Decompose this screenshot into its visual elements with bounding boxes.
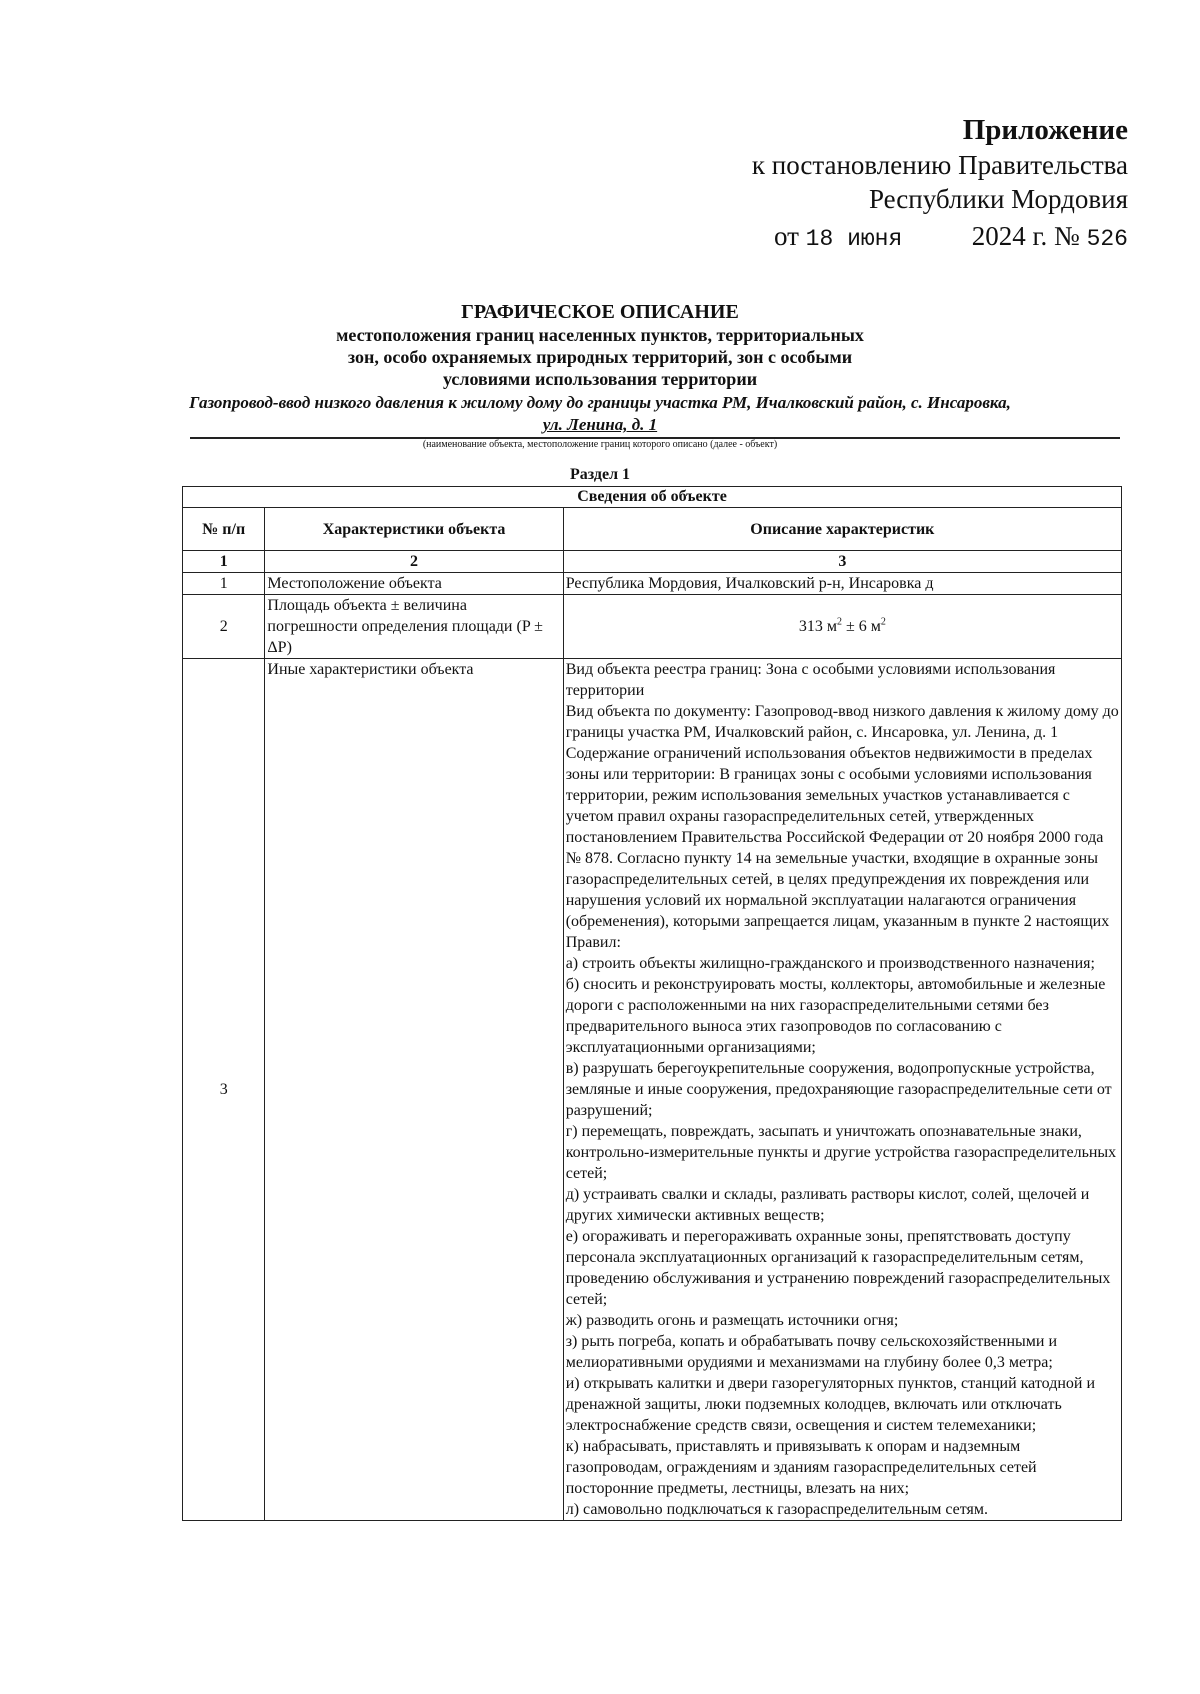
header-num: № п/п <box>183 508 265 551</box>
table-row <box>183 595 1122 659</box>
document-heading <box>0 300 1200 436</box>
row-num: 3 <box>183 659 265 1521</box>
date-year: 2024 г. № <box>971 221 1080 251</box>
appendix-block <box>752 112 1128 257</box>
subtitle-line: зон, особо охраняемых природных территорий, зон с особыми <box>347 347 853 367</box>
object-name-line: Газопровод-ввод низкого давления к жилому дому до границы участка РМ, Ичалковский район, с. Инсаровка, <box>189 393 1011 412</box>
appendix-title: Приложение <box>962 114 1128 146</box>
row-description: Республика Мордовия, Ичалковский р-н, Инсаровка д <box>563 573 1121 595</box>
column-number: 2 <box>265 551 563 573</box>
appendix-date <box>752 218 1128 257</box>
table-title-row <box>183 487 1122 508</box>
document-title: ГРАФИЧЕСКОЕ ОПИСАНИЕ <box>461 301 739 323</box>
header-description: Описание характеристик <box>563 508 1121 551</box>
table-row <box>183 573 1122 595</box>
column-number: 3 <box>563 551 1121 573</box>
row-description: Вид объекта реестра границ: Зона с особыми условиями использования территории Вид объекта по документу: Газопровод-ввод низкого давления к жилому дому до границы участка РМ, Ичалковский район, с. Инсаровка, ул. Ленина, д. 1 Содержание ограничений использования объектов недвижимости в пределах зоны или территории: В границах зоны с особыми условиями использования территории, режим использования земельных участков устанавливается с учетом правил охраны газораспределительных сетей, утвержденных постановлением Правительства Российской Федерации от 20 ноября 2000 года № 878. Согласно пункту 14 на земельные участки, входящие в охранные зоны газораспределительных сетей, в целях предупреждения их повреждения или нарушения условий их нормальной эксплуатации налагаются ограничения (обременения), которыми запрещается лицам, указанным в пункте 2 настоящих Правил: а) строить объекты жилищно-гражданского и производственного назначения; б) сносить и реконструировать мосты, коллекторы, автомобильные и железные дороги с расположенными на них газораспределительными сетями без предварительного выноса этих газопроводов по согласованию с эксплуатационными организациями; в) разрушать берегоукрепительные сооружения, водопропускные устройства, земляные и иные сооружения, предохраняющие газораспределительные сети от разрушений; г) перемещать, повреждать, засыпать и уничтожать опознавательные знаки, контрольно-измерительные пункты и другие устройства газораспределительных сетей; д) устраивать свалки и склады, разливать растворы кислот, солей, щелочей и других химически активных веществ; е) огораживать и перегораживать охранные зоны, препятствовать доступу персонала эксплуатационных организаций к газораспределительным сетям, проведению обслуживания и устранению повреждений газораспределительных сетей; ж) разводить огонь и размещать источники огня; з) рыть погреба, копать и обрабатывать почву сельскохозяйственными и мелиоративными орудиями и механизмами на глубину более 0,3 метра; и) открывать калитки и двери газорегуляторных пунктов, станций катодной и дренажной защиты, люки подземных колодцев, включать или отключать электроснабжение средств связи, освещения и систем телемеханики; к) набрасывать, приставлять и привязывать к опорам и надземным газопроводам, ограждениям и зданиям газораспределительных сетей посторонние предметы, лестницы, влезать на них; л) самовольно подключаться к газораспределительным сетям. <box>563 659 1121 1521</box>
area-error: ± 6 м <box>841 618 881 635</box>
row-characteristic: Иные характеристики объекта <box>265 659 563 1521</box>
header-characteristic: Характеристики объекта <box>265 508 563 551</box>
section-title: Раздел 1 <box>569 466 631 483</box>
row-num: 2 <box>183 595 265 659</box>
subtitle-line: местоположения границ населенных пунктов, территориальных <box>336 325 864 345</box>
column-number-row <box>183 551 1122 573</box>
date-prefix: от <box>773 221 799 251</box>
date-day-month: 18 июня <box>805 226 903 252</box>
subtitle-line: условиями использования территории <box>442 369 758 389</box>
decree-number: 526 <box>1086 226 1128 252</box>
row-num: 1 <box>183 573 265 595</box>
table-header-row <box>183 508 1122 551</box>
appendix-line-1: к постановлению Правительства <box>751 150 1128 180</box>
table-row <box>183 659 1122 1521</box>
table-title: Сведения об объекте <box>183 487 1122 508</box>
column-number: 1 <box>183 551 265 573</box>
row-characteristic: Площадь объекта ± величина погрешности определения площади (P ± ΔP) <box>265 595 563 659</box>
object-name-line: ул. Ленина, д. 1 <box>542 415 658 434</box>
appendix-line-2: Республики Мордовия <box>868 184 1128 214</box>
object-info-table <box>182 486 1122 1521</box>
area-value: 313 м <box>798 618 837 635</box>
row-characteristic: Местоположение объекта <box>265 573 563 595</box>
area-unit-sup: 2 <box>880 616 886 628</box>
area-unit-sup: 2 <box>836 616 842 628</box>
row-area-value <box>563 595 1121 659</box>
object-note: (наименование объекта, местоположение границ которого описано (далее - объект) <box>422 439 778 450</box>
